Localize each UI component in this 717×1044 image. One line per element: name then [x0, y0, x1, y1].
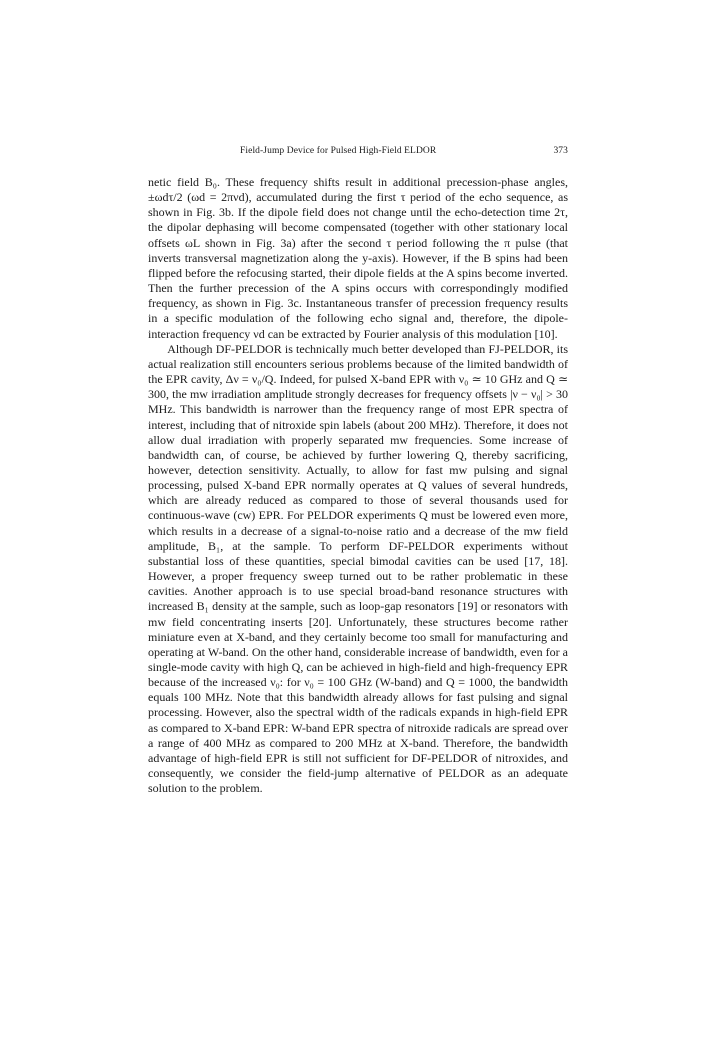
body-text	[148, 175, 568, 796]
paragraph-2: Although DF-PELDOR is technically much better developed than FJ-PELDOR, its actual realization still encounters serious problems because of the limited bandwidth of the EPR cavity, Δν = ν₀/Q. Indeed, for pulsed X-band EPR with ν₀ ≃ 10 GHz and Q ≃ 300, the mw irradiation amplitude strongly decreases for frequency offsets |ν − ν₀| > 30 MHz. This bandwidth is narrower than the frequency range of most EPR spectra of interest, including that of nitroxide spin labels (about 200 MHz). Therefore, it does not allow dual irradiation with properly separated mw frequencies. Some increase of bandwidth can, of course, be achieved by further lowering Q, thereby sacrificing, however, detection sensitivity. Actually, to allow for fast mw pulsing and signal processing, pulsed X-band EPR normally operates at Q values of several hundreds, which are already reduced as compared to those of several thousands used for continuous-wave (cw) EPR. For PELDOR experiments Q must be lowered even more, which results in a decrease of a signal-to-noise ratio and a decrease of the mw field amplitude, B₁, at the sample. To perform DF-PELDOR experiments without substantial loss of these quantities, special bimodal cavities can be used [17, 18]. However, a proper frequency sweep turned out to be rather problematic in these cavities. Another approach is to use special broad-band resonance structures with increased B₁ density at the sample, such as loop-gap resonators [19] or resonators with mw field concentrating inserts [20]. Unfortunately, these structures become rather miniature even at X-band, and they certainly become too small for manufacturing and operating at W-band. On the other hand, considerable increase of bandwidth, even for a single-mode cavity with high Q, can be achieved in high-field and high-frequency EPR because of the increased ν₀: for ν₀ = 100 GHz (W-band) and Q = 1000, the bandwidth equals 100 MHz. Note that this bandwidth already allows for fast pulsing and signal processing. However, also the spectral width of the radicals expands in high-field EPR as compared to X-band EPR: W-band EPR spectra of nitroxide radicals are spread over a range of 400 MHz as compared to 200 MHz at X-band. Therefore, the bandwidth advantage of high-field EPR is still not sufficient for DF-PELDOR of nitroxides, and consequently, we consider the field-jump alternative of PELDOR as an adequate solution to the problem.	[148, 341, 568, 796]
paragraph-1: netic field B₀. These frequency shifts result in additional precession-phase angles, ±ωdτ/2 (ωd = 2πνd), accumulated during the first τ period of the echo sequence, as shown in Fig. 3b. If the dipole field does not change until the echo-detection time 2τ, the dipolar dephasing will become compensated (together with other stationary local offsets ωL shown in Fig. 3a) after the second τ period following the π pulse (that inverts transversal magnetization along the y-axis). However, if the B spins had been flipped before the refocusing started, their dipole fields at the A spins become inverted. Then the further precession of the A spins occurs with correspondingly modified frequency, as shown in Fig. 3c. Instantaneous transfer of precession frequency results in a specific modulation of the following echo signal and, therefore, the dipole-interaction frequency νd can be extracted by Fourier analysis of this modulation [10].	[148, 175, 568, 341]
running-title: Field-Jump Device for Pulsed High-Field ELDOR	[240, 146, 437, 156]
running-head	[148, 146, 568, 162]
page-number: 373	[553, 146, 568, 156]
